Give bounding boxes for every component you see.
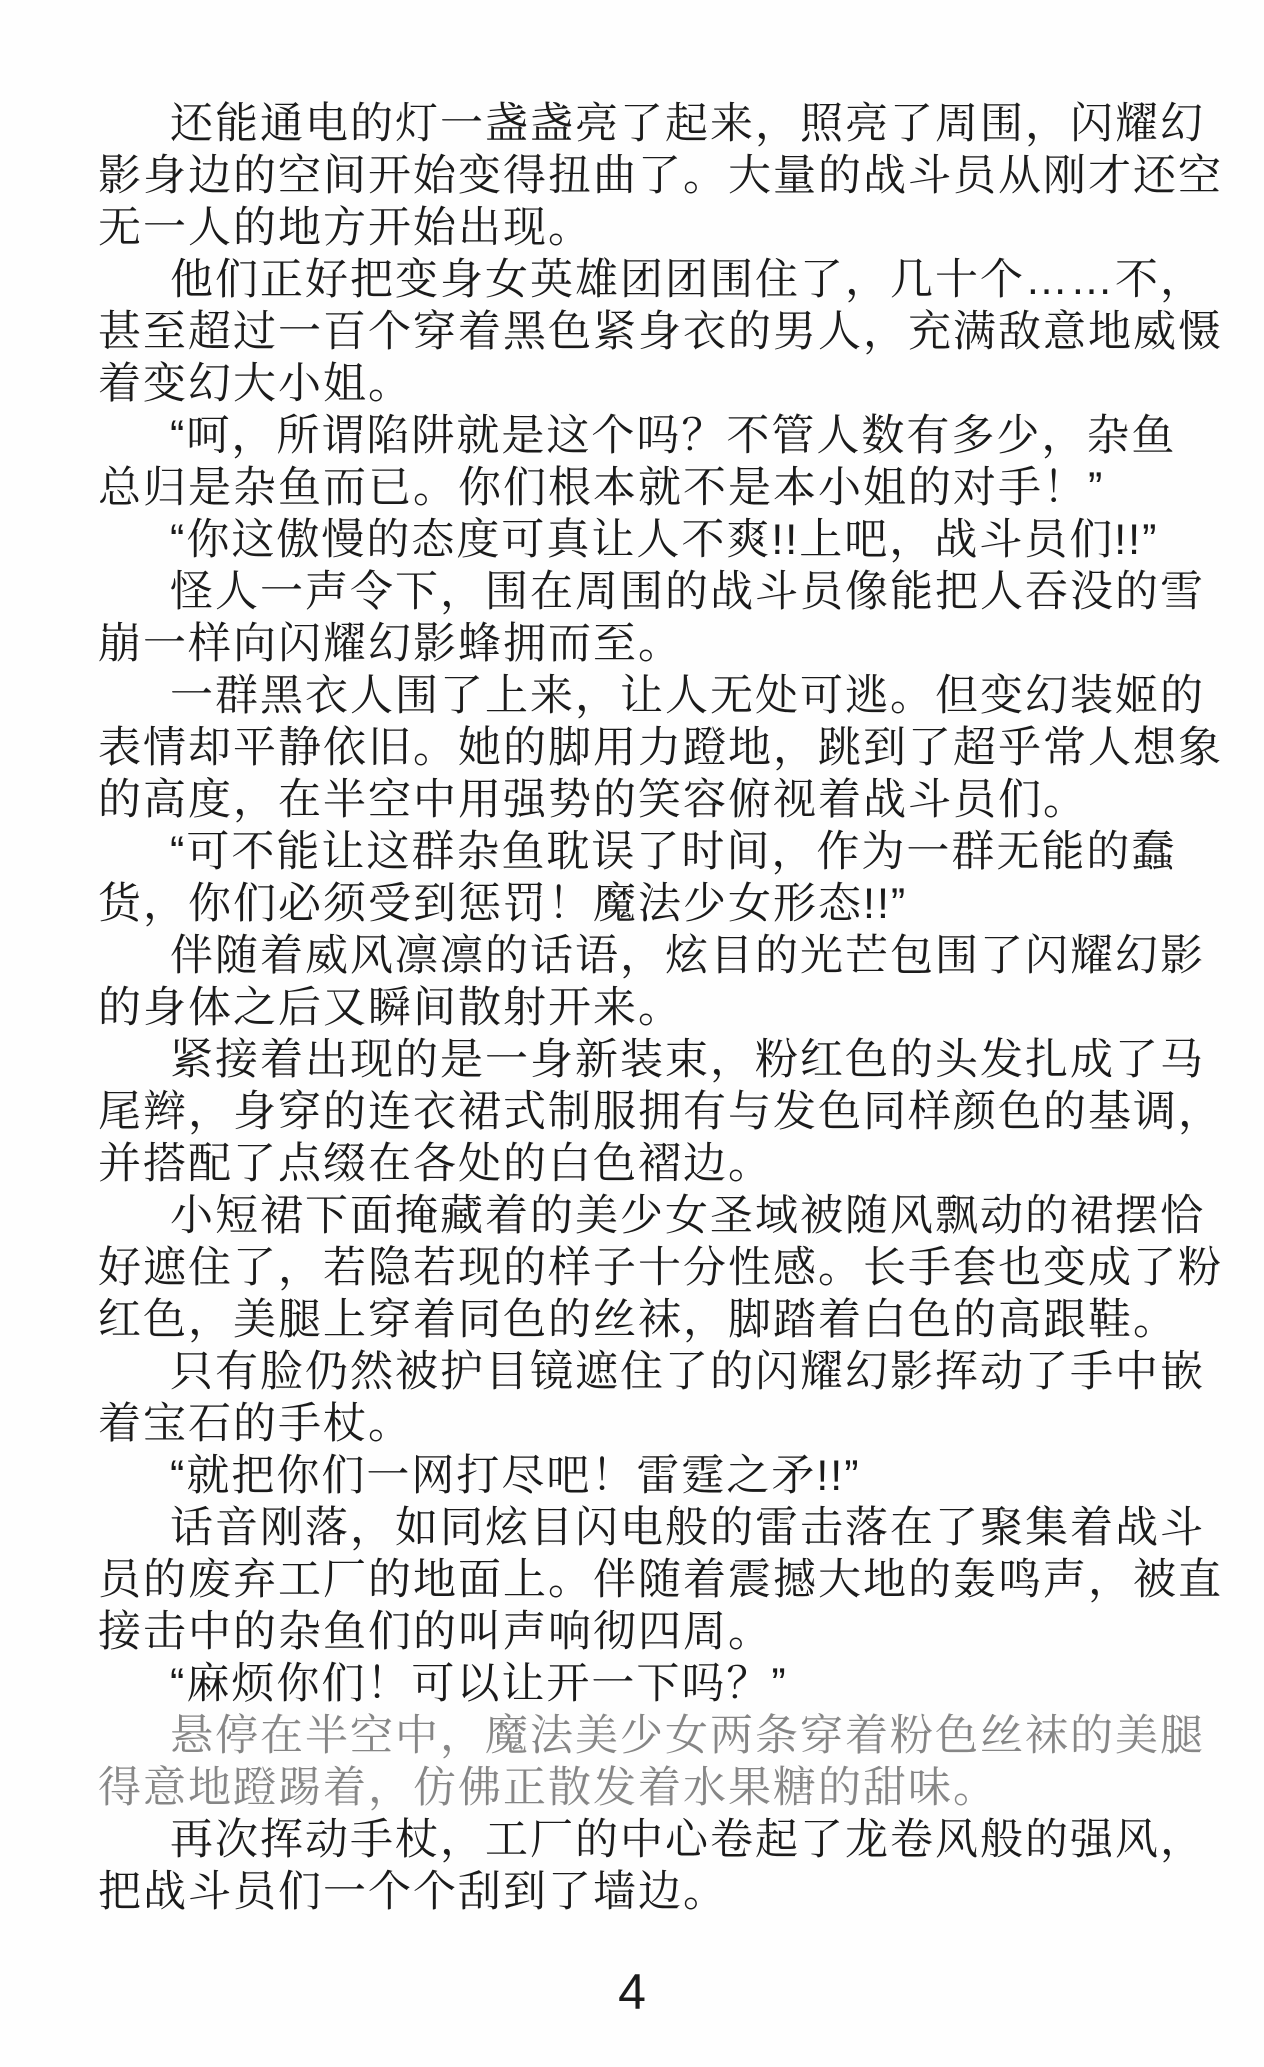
text-line: 得意地蹬踢着，仿佛正散发着水果糖的甜味。: [98, 1764, 998, 1812]
page-content: [98, 98, 1223, 1918]
text-line: 尾辫，身穿的连衣裙式制服拥有与发色同样颜色的基调，: [98, 1088, 1223, 1136]
text-line: 把战斗员们一个个刮到了墙边。: [98, 1868, 728, 1916]
text-line: 小短裙下面掩藏着的美少女圣域被随风飘动的裙摆恰: [170, 1192, 1205, 1240]
paragraph: [98, 930, 1210, 1034]
paragraph: [98, 410, 1210, 514]
text-line: 的身体之后又瞬间散射开来。: [98, 984, 683, 1032]
text-line: 表情却平静依旧。她的脚用力蹬地，跳到了超乎常人想象: [98, 724, 1223, 772]
paragraph: [98, 1814, 1210, 1918]
paragraph: [98, 1502, 1223, 1658]
text-line: “就把你们一网打尽吧！雷霆之矛!!”: [170, 1452, 861, 1500]
paragraph: [98, 1658, 1210, 1710]
paragraph: [98, 1346, 1210, 1450]
text-line: 员的废弃工厂的地面上。伴随着震撼大地的轰鸣声，被直: [98, 1556, 1223, 1604]
text-line: 一群黑衣人围了上来，让人无处可逃。但变幻装姬的: [170, 672, 1205, 720]
paragraph: [98, 254, 1223, 410]
text-line: 只有脸仍然被护目镜遮住了的闪耀幻影挥动了手中嵌: [170, 1348, 1205, 1396]
paragraph-muted: [98, 1710, 1210, 1814]
paragraph: [98, 826, 1210, 930]
text-line: 并搭配了点缀在各处的白色褶边。: [98, 1140, 773, 1188]
text-line: 总归是杂鱼而已。你们根本就不是本小姐的对手！”: [98, 464, 1105, 512]
text-line: “麻烦你们！可以让开一下吗？”: [170, 1660, 788, 1708]
text-line: 货，你们必须受到惩罚！魔法少女形态!!”: [98, 880, 908, 928]
text-line: 伴随着威风凛凛的话语，炫目的光芒包围了闪耀幻影: [170, 932, 1205, 980]
text-line: 着变幻大小姐。: [98, 360, 413, 408]
text-line: 影身边的空间开始变得扭曲了。大量的战斗员从刚才还空: [98, 152, 1223, 200]
paragraph: [98, 566, 1210, 670]
text-line: 的高度，在半空中用强势的笑容俯视着战斗员们。: [98, 776, 1088, 824]
text-line: 怪人一声令下，围在周围的战斗员像能把人吞没的雪: [170, 568, 1205, 616]
text-line: 紧接着出现的是一身新装束，粉红色的头发扎成了马: [170, 1036, 1205, 1084]
text-line: 话音刚落，如同炫目闪电般的雷击落在了聚集着战斗: [170, 1504, 1205, 1552]
text-line: 悬停在半空中，魔法美少女两条穿着粉色丝袜的美腿: [170, 1712, 1205, 1760]
paragraph: [98, 1190, 1223, 1346]
text-line: 红色，美腿上穿着同色的丝袜，脚踏着白色的高跟鞋。: [98, 1296, 1178, 1344]
text-line: 他们正好把变身女英雄团团围住了，几十个……不，: [170, 256, 1205, 304]
text-line: “可不能让这群杂鱼耽误了时间，作为一群无能的蠢: [170, 828, 1177, 876]
paragraph: [98, 98, 1223, 254]
text-line: 再次挥动手杖，工厂的中心卷起了龙卷风般的强风，: [170, 1816, 1205, 1864]
text-line: 还能通电的灯一盏盏亮了起来，照亮了周围，闪耀幻: [170, 100, 1205, 148]
paragraph: [98, 514, 1210, 566]
text-line: “你这傲慢的态度可真让人不爽!!上吧，战斗员们!!”: [170, 516, 1159, 564]
paragraph: [98, 1034, 1223, 1190]
text-line: 崩一样向闪耀幻影蜂拥而至。: [98, 620, 683, 668]
text-line: 甚至超过一百个穿着黑色紧身衣的男人，充满敌意地威慑: [98, 308, 1223, 356]
page-number: 4: [618, 1964, 646, 2020]
text-line: 接击中的杂鱼们的叫声响彻四周。: [98, 1608, 773, 1656]
text-line: “呵，所谓陷阱就是这个吗？不管人数有多少，杂鱼: [170, 412, 1177, 460]
text-line: 无一人的地方开始出现。: [98, 204, 593, 252]
text-line: 好遮住了，若隐若现的样子十分性感。长手套也变成了粉: [98, 1244, 1223, 1292]
text-line: 着宝石的手杖。: [98, 1400, 413, 1448]
paragraph: [98, 670, 1223, 826]
paragraph: [98, 1450, 1210, 1502]
